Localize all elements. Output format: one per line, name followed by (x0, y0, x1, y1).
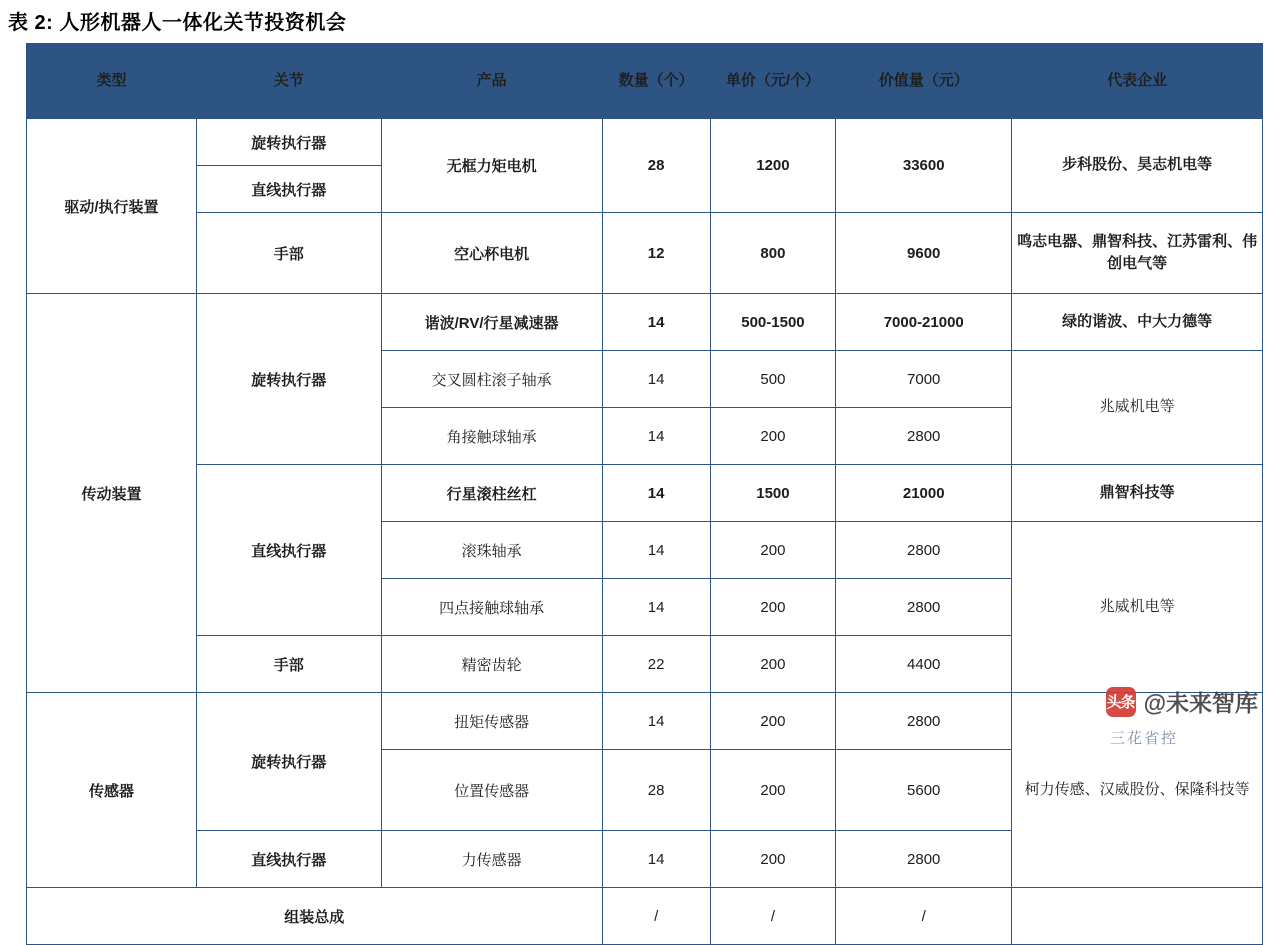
quantity-cell: 28 (602, 119, 710, 213)
header-company: 代表企业 (1012, 44, 1263, 119)
joint-cell: 旋转执行器 (196, 693, 381, 831)
product-cell: 无框力矩电机 (381, 119, 602, 213)
product-cell: 滚珠轴承 (381, 522, 602, 579)
product-cell: 谐波/RV/行星减速器 (381, 294, 602, 351)
company-cell (1012, 888, 1263, 945)
company-cell: 步科股份、昊志机电等 (1012, 119, 1263, 213)
product-cell: 位置传感器 (381, 750, 602, 831)
assembly-label-cell: 组装总成 (27, 888, 603, 945)
type-cell: 传感器 (27, 693, 197, 888)
quantity-cell: 14 (602, 465, 710, 522)
table-row (27, 119, 1263, 166)
company-cell: 鸣志电器、鼎智科技、江苏雷利、伟创电气等 (1012, 213, 1263, 294)
value-cell: 4400 (836, 636, 1012, 693)
quantity-cell: 14 (602, 408, 710, 465)
header-quantity: 数量（个） (602, 44, 710, 119)
table-row (27, 888, 1263, 945)
toutiao-logo-icon: 头条 (1106, 687, 1136, 717)
unit-price-cell: 200 (710, 579, 835, 636)
product-cell: 空心杯电机 (381, 213, 602, 294)
value-cell: 2800 (836, 522, 1012, 579)
watermark-text: @未来智库 (1143, 690, 1258, 716)
unit-price-cell: 800 (710, 213, 835, 294)
joint-cell: 直线执行器 (196, 831, 381, 888)
joint-cell: 旋转执行器 (196, 294, 381, 465)
quantity-cell: / (602, 888, 710, 945)
unit-price-cell: 500 (710, 351, 835, 408)
unit-price-cell: 200 (710, 408, 835, 465)
table-row (27, 213, 1263, 294)
table-row (27, 294, 1263, 351)
quantity-cell: 14 (602, 831, 710, 888)
joint-cell: 旋转执行器 (196, 119, 381, 166)
value-cell: 2800 (836, 831, 1012, 888)
header-joint: 关节 (196, 44, 381, 119)
unit-price-cell: 200 (710, 831, 835, 888)
unit-price-cell: 200 (710, 522, 835, 579)
joint-cell: 直线执行器 (196, 465, 381, 636)
product-cell: 精密齿轮 (381, 636, 602, 693)
value-cell: / (836, 888, 1012, 945)
unit-price-cell: 500-1500 (710, 294, 835, 351)
company-cell: 鼎智科技等 (1012, 465, 1263, 522)
quantity-cell: 14 (602, 294, 710, 351)
header-value: 价值量（元） (836, 44, 1012, 119)
company-cell: 兆威机电等 (1012, 351, 1263, 465)
quantity-cell: 14 (602, 522, 710, 579)
joint-cell: 手部 (196, 213, 381, 294)
quantity-cell: 14 (602, 693, 710, 750)
page-title: 表 2: 人形机器人一体化关节投资机会 (8, 12, 347, 34)
company-cell: 柯力传感、汉威股份、保隆科技等 (1012, 693, 1263, 888)
unit-price-cell: 200 (710, 693, 835, 750)
product-cell: 交叉圆柱滚子轴承 (381, 351, 602, 408)
header-row (27, 44, 1263, 119)
quantity-cell: 14 (602, 351, 710, 408)
table-body (27, 119, 1263, 945)
value-cell: 9600 (836, 213, 1012, 294)
type-cell: 驱动/执行装置 (27, 119, 197, 294)
unit-price-cell: 1200 (710, 119, 835, 213)
header-type: 类型 (27, 44, 197, 119)
value-cell: 7000-21000 (836, 294, 1012, 351)
value-cell: 5600 (836, 750, 1012, 831)
product-cell: 行星滚柱丝杠 (381, 465, 602, 522)
unit-price-cell: 200 (710, 750, 835, 831)
joint-cell: 手部 (196, 636, 381, 693)
quantity-cell: 28 (602, 750, 710, 831)
company-cell: 兆威机电等 (1012, 522, 1263, 693)
unit-price-cell: 200 (710, 636, 835, 693)
value-cell: 7000 (836, 351, 1012, 408)
table-header (27, 44, 1263, 119)
table-row (27, 465, 1263, 522)
header-unit-price: 单价（元/个） (710, 44, 835, 119)
header-product: 产品 (381, 44, 602, 119)
quantity-cell: 14 (602, 579, 710, 636)
value-cell: 2800 (836, 579, 1012, 636)
value-cell: 21000 (836, 465, 1012, 522)
product-cell: 力传感器 (381, 831, 602, 888)
value-cell: 2800 (836, 693, 1012, 750)
company-cell: 绿的谐波、中大力德等 (1012, 294, 1263, 351)
product-cell: 扭矩传感器 (381, 693, 602, 750)
quantity-cell: 22 (602, 636, 710, 693)
bottom-mark: 三花省控 (1109, 730, 1178, 747)
product-cell: 角接触球轴承 (381, 408, 602, 465)
joint-cell: 直线执行器 (196, 166, 381, 213)
type-cell: 传动装置 (27, 294, 197, 693)
unit-price-cell: / (710, 888, 835, 945)
value-cell: 33600 (836, 119, 1012, 213)
table-row (27, 693, 1263, 750)
unit-price-cell: 1500 (710, 465, 835, 522)
product-cell: 四点接触球轴承 (381, 579, 602, 636)
investment-opportunity-table (26, 43, 1263, 945)
value-cell: 2800 (836, 408, 1012, 465)
quantity-cell: 12 (602, 213, 710, 294)
